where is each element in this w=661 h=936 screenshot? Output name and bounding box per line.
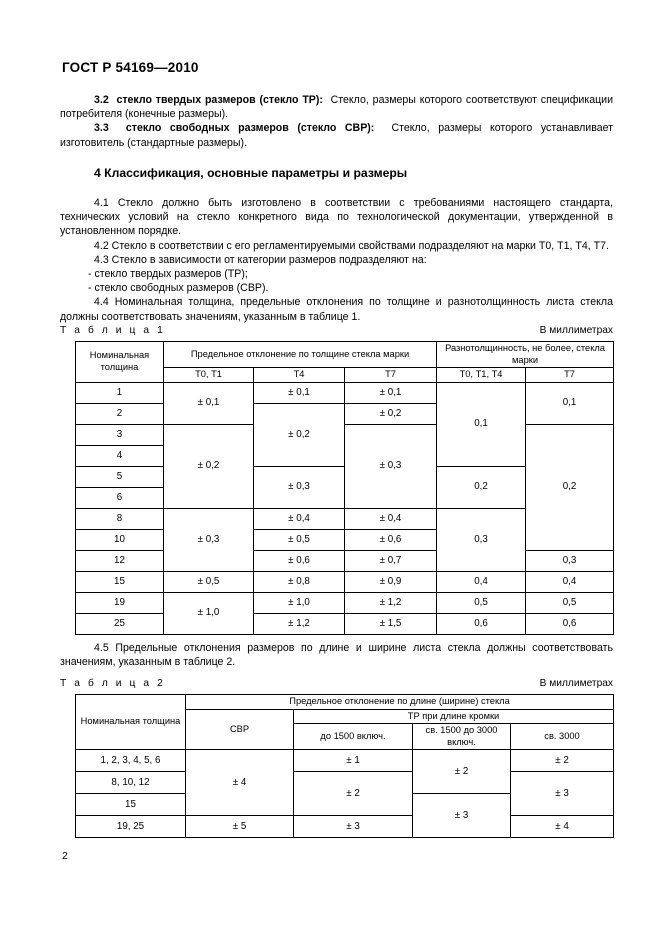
table-row [76, 424, 614, 445]
section-4-heading: 4 Классификация, основные параметры и размеры [94, 166, 408, 180]
value-cell-col-t0t1: ± 1,0 [164, 592, 254, 634]
clause-4-3-item-2: - стекло свободных размеров (СВР). [88, 282, 269, 295]
nominal-thickness-cell: 5 [76, 466, 164, 487]
table-row [76, 382, 614, 403]
value-cell-col-t0t1t4: 0,1 [437, 382, 526, 466]
value-cell-col-t4: ± 0,5 [254, 529, 345, 550]
value-cell-col-t0t1: ± 0,3 [164, 508, 254, 571]
table-row [76, 613, 614, 634]
value-cell-col-t7: ± 0,1 [345, 382, 437, 403]
table-row [76, 550, 614, 571]
table-1-units: В миллиметрах [539, 325, 613, 336]
nominal-thickness-cell: 6 [76, 487, 164, 508]
value-cell-col-t7: ± 0,4 [345, 508, 437, 529]
table-row [76, 592, 614, 613]
value-cell-col-t0t1t4: 0,6 [437, 613, 526, 634]
value-cell-col-var-t7: 0,5 [526, 592, 614, 613]
value-cell-col-var-t7: 0,4 [526, 571, 614, 592]
table-thickness-tolerances [75, 341, 614, 635]
nominal-thickness-cell: 8, 10, 12 [76, 772, 186, 794]
value-cell-col-t0t1t4: 0,2 [437, 466, 526, 508]
nominal-thickness-cell: 8 [76, 508, 164, 529]
table-2-th-svr: СВР [186, 709, 294, 750]
table-2-th-tr-group: ТР при длине кромки [294, 709, 614, 724]
table-2-header-row-1 [76, 695, 614, 710]
nominal-thickness-cell: 19 [76, 592, 164, 613]
value-cell-col-t7: ± 1,5 [345, 613, 437, 634]
value-cell-col-t0t1: ± 0,5 [164, 571, 254, 592]
table-1-caption [60, 325, 613, 336]
value-cell-col-t0t1t4: 0,4 [437, 571, 526, 592]
value-cell-col-t4: ± 1,0 [254, 592, 345, 613]
value-cell-col-var-t7: 0,2 [526, 424, 614, 550]
table-length-width-tolerances [75, 694, 614, 838]
value-cell-col-t0t1: ± 0,1 [164, 382, 254, 424]
table-2-th-1500-3000: св. 1500 до 3000 включ. [413, 724, 511, 750]
clause-3-2-number: 3.2 [94, 94, 109, 106]
nominal-thickness-cell: 3 [76, 424, 164, 445]
nominal-thickness-cell: 25 [76, 613, 164, 634]
clause-4-1: 4.1 Стекло должно быть изготовлено в соответствии с требованиями настоящего стандарта, технических условий на стекло конкретного вида по технологической документации, утвержденной в установленном порядке. [60, 197, 613, 238]
table-2-caption [60, 678, 613, 689]
clause-3-3 [60, 121, 613, 149]
value-cell-col-over3000: ± 2 [511, 750, 614, 772]
value-cell-col-var-t7: 0,6 [526, 613, 614, 634]
table-row [76, 772, 614, 794]
table-1-th-variation-group: Разнотолщинность, не более, стекла марки [437, 342, 614, 368]
nominal-thickness-cell: 19, 25 [76, 816, 186, 838]
clause-3-3-text: Стекло, размеры которого устанавливает изготовитель (стандартные размеры). [60, 122, 613, 149]
table-1-th-t4: Т4 [254, 368, 345, 383]
value-cell-col-over3000: ± 4 [511, 816, 614, 838]
clause-block-4 [60, 196, 613, 324]
clause-4-5: 4.5 Предельные отклонения размеров по длине и ширине листа стекла должны соответствовать значениям, указанным в таблице 2. [60, 642, 613, 669]
value-cell-col-t7: ± 0,2 [345, 403, 437, 424]
value-cell-col-svr: ± 5 [186, 816, 294, 838]
table-1-th-t0t1t4: Т0, Т1, Т4 [437, 368, 526, 383]
value-cell-col-upto1500: ± 1 [294, 750, 413, 772]
table-1-th-t0t1: Т0, Т1 [164, 368, 254, 383]
value-cell-col-t4: ± 0,3 [254, 466, 345, 508]
value-cell-col-t7: ± 0,9 [345, 571, 437, 592]
value-cell-col-t7: ± 0,6 [345, 529, 437, 550]
table-1-th-deviation-group: Предельное отклонение по толщине стекла марки [164, 342, 437, 368]
clause-4-2: 4.2 Стекло в соответствии с его регламентируемыми свойствами подразделяют на марки Т0, Т1, Т4, Т7. [94, 239, 609, 252]
table-2-units: В миллиметрах [539, 678, 613, 689]
value-cell-col-t0t1: ± 0,2 [164, 424, 254, 508]
value-cell-col-var-t7: 0,3 [526, 550, 614, 571]
nominal-thickness-cell: 2 [76, 403, 164, 424]
value-cell-col-t4: ± 0,4 [254, 508, 345, 529]
value-cell-col-1500to3000: ± 3 [413, 794, 511, 838]
clause-4-3-item-1: - стекло твердых размеров (ТР); [88, 268, 248, 281]
value-cell-col-t4: ± 0,2 [254, 403, 345, 466]
value-cell-col-t4: ± 0,8 [254, 571, 345, 592]
value-cell-col-var-t7: 0,1 [526, 382, 614, 424]
table-row [76, 571, 614, 592]
table-2-th-over-3000: св. 3000 [511, 724, 614, 750]
table-2-head [76, 695, 614, 750]
value-cell-col-t0t1t4: 0,5 [437, 592, 526, 613]
clause-block-45 [60, 641, 613, 669]
nominal-thickness-cell: 1 [76, 382, 164, 403]
page-number: 2 [62, 851, 68, 862]
nominal-thickness-cell: 10 [76, 529, 164, 550]
table-row [76, 750, 614, 772]
clause-3-2-text: Стекло, размеры которого соответствуют спецификации потребителя (конечные размеры). [60, 94, 614, 121]
table-1-label: Т а б л и ц а 1 [60, 325, 166, 336]
table-1-th-var-t7: Т7 [526, 368, 614, 383]
clause-3-3-number: 3.3 [94, 122, 109, 135]
table-2-label: Т а б л и ц а 2 [60, 678, 166, 689]
clause-3-2 [60, 93, 613, 121]
nominal-thickness-cell: 15 [76, 571, 164, 592]
clause-4-4: 4.4 Номинальная толщина, предельные отклонения по толщине и разнотолщинность листа стекла должны соответствовать значениям, указанным в таблице 1. [60, 296, 613, 323]
table-1-th-nominal-thickness: Номинальная толщина [76, 342, 164, 383]
table-2-body [76, 750, 614, 838]
value-cell-col-t0t1t4: 0,3 [437, 508, 526, 571]
clause-3-2-term: стекло твердых размеров (стекло ТР): [116, 94, 323, 106]
value-cell-col-t7: ± 0,3 [345, 424, 437, 508]
nominal-thickness-cell: 1, 2, 3, 4, 5, 6 [76, 750, 186, 772]
nominal-thickness-cell: 15 [76, 794, 186, 816]
value-cell-col-t7: ± 1,2 [345, 592, 437, 613]
value-cell-col-upto1500: ± 3 [294, 816, 413, 838]
table-1-header-row-1 [76, 342, 614, 368]
value-cell-col-svr: ± 4 [186, 750, 294, 816]
table-1-head [76, 342, 614, 383]
clause-4-3: 4.3 Стекло в зависимости от категории размеров подразделяют на: [94, 253, 427, 266]
value-cell-col-over3000: ± 3 [511, 772, 614, 816]
value-cell-col-t4: ± 0,1 [254, 382, 345, 403]
table-2-th-upto-1500: до 1500 включ. [294, 724, 413, 750]
value-cell-col-t4: ± 1,2 [254, 613, 345, 634]
value-cell-col-1500to3000: ± 2 [413, 750, 511, 794]
value-cell-col-t4: ± 0,6 [254, 550, 345, 571]
section-4-heading-block [60, 166, 613, 180]
value-cell-col-upto1500: ± 2 [294, 772, 413, 816]
clause-3-3-term: стекло свободных размеров (стекло СВР): [125, 122, 375, 135]
table-2-th-deviation-group: Предельное отклонение по длине (ширине) стекла [186, 695, 614, 710]
table-2-th-nominal-thickness: Номинальная толщина [76, 695, 186, 750]
standard-header: ГОСТ Р 54169—2010 [62, 60, 199, 75]
table-1-body [76, 382, 614, 634]
nominal-thickness-cell: 4 [76, 445, 164, 466]
nominal-thickness-cell: 12 [76, 550, 164, 571]
value-cell-col-t7: ± 0,7 [345, 550, 437, 571]
table-1-th-t7: Т7 [345, 368, 437, 383]
clause-block-3 [60, 93, 613, 150]
table-row [76, 816, 614, 838]
